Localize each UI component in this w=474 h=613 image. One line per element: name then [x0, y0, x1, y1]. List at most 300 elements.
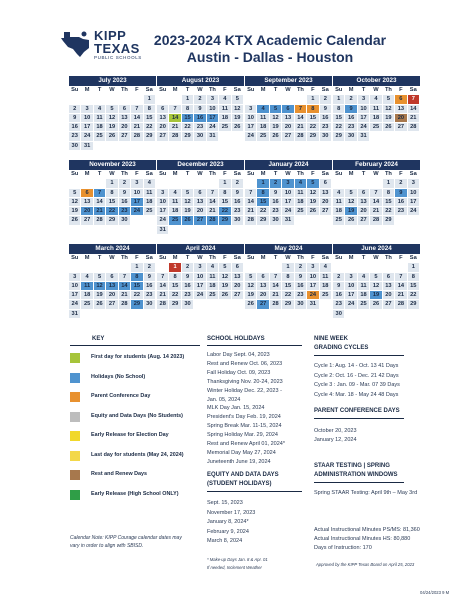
weekday-header: F — [131, 86, 143, 95]
empty-cell — [333, 179, 345, 188]
empty-cell — [408, 132, 420, 141]
day-cell: 25 — [219, 123, 231, 132]
day-cell: 21 — [169, 123, 181, 132]
empty-cell — [94, 179, 106, 188]
day-cell: 8 — [144, 105, 156, 114]
day-cell: 25 — [370, 123, 382, 132]
weekday-header: Th — [119, 86, 131, 95]
empty-cell — [144, 216, 156, 225]
day-cell: 7 — [245, 189, 257, 198]
day-cell: 14 — [131, 114, 143, 123]
day-cell: 14 — [295, 114, 307, 123]
day-cell: 27 — [194, 216, 206, 225]
weekday-header: F — [219, 254, 231, 263]
day-cell: 20 — [320, 198, 332, 207]
key-divider — [70, 345, 200, 346]
weekday-header: T — [358, 170, 370, 179]
day-cell: 19 — [370, 291, 382, 300]
day-cell: 23 — [333, 300, 345, 309]
empty-cell — [157, 179, 169, 188]
day-cell: 7 — [207, 189, 219, 198]
day-cell: 7 — [131, 105, 143, 114]
day-cell: 8 — [169, 273, 181, 282]
day-cell: 23 — [295, 291, 307, 300]
day-cell: 16 — [69, 123, 81, 132]
day-cell: 30 — [144, 300, 156, 309]
day-cell: 1 — [131, 263, 143, 272]
day-cell: 27 — [106, 300, 118, 309]
weekday-header: M — [81, 170, 93, 179]
equity-heading-1: EQUITY AND DATA DAYS — [207, 472, 279, 478]
day-cell: 5 — [232, 95, 244, 104]
day-cell: 24 — [207, 123, 219, 132]
day-cell: 22 — [144, 123, 156, 132]
day-cell: 29 — [383, 216, 395, 225]
empty-cell — [295, 216, 307, 225]
weekday-header: T — [182, 86, 194, 95]
empty-cell — [232, 226, 244, 235]
weekday-header: T — [94, 254, 106, 263]
day-cell: 26 — [219, 291, 231, 300]
day-cell: 6 — [119, 105, 131, 114]
day-cell: 9 — [144, 273, 156, 282]
day-cell: 23 — [320, 123, 332, 132]
staar-heading-2: ADMINISTRATION WINDOWS — [314, 472, 398, 478]
empty-cell — [245, 95, 257, 104]
title-line-1: 2023-2024 KTX Academic Calendar — [153, 32, 387, 48]
day-cell: 12 — [182, 198, 194, 207]
day-cell: 29 — [257, 216, 269, 225]
day-cell: 15 — [408, 282, 420, 291]
day-cell: 15 — [144, 114, 156, 123]
empty-cell — [106, 95, 118, 104]
day-cell: 16 — [119, 198, 131, 207]
day-cell: 1 — [169, 263, 181, 272]
day-cell: 16 — [182, 282, 194, 291]
day-cell: 27 — [282, 132, 294, 141]
day-cell: 20 — [232, 282, 244, 291]
holiday-item: Labor Day Sept. 04, 2023 — [207, 352, 270, 358]
empty-cell — [307, 216, 319, 225]
day-cell: 8 — [282, 273, 294, 282]
day-cell: 10 — [307, 273, 319, 282]
day-cell: 29 — [106, 216, 118, 225]
equity-date: January 8, 2024* — [207, 519, 249, 526]
day-cell: 20 — [395, 114, 407, 123]
day-cell: 13 — [320, 189, 332, 198]
day-cell: 20 — [257, 291, 269, 300]
day-cell: 19 — [232, 114, 244, 123]
day-cell: 27 — [157, 132, 169, 141]
weekday-header: T — [94, 86, 106, 95]
month-grid — [245, 254, 332, 310]
month-title: March 2024 — [69, 244, 156, 254]
day-cell: 19 — [182, 207, 194, 216]
day-cell: 15 — [219, 198, 231, 207]
day-cell: 21 — [270, 291, 282, 300]
weekday-header: Sa — [232, 254, 244, 263]
day-cell: 10 — [207, 105, 219, 114]
day-cell: 14 — [408, 105, 420, 114]
day-cell: 1 — [408, 263, 420, 272]
day-cell: 14 — [119, 282, 131, 291]
day-cell: 6 — [194, 189, 206, 198]
empty-cell — [169, 226, 181, 235]
day-cell: 4 — [219, 95, 231, 104]
day-cell: 8 — [383, 189, 395, 198]
day-cell: 9 — [119, 189, 131, 198]
day-cell: 27 — [257, 300, 269, 309]
empty-cell — [144, 310, 156, 319]
day-cell: 30 — [119, 216, 131, 225]
empty-cell — [81, 179, 93, 188]
logo-line-1: KIPP — [94, 28, 127, 43]
weekday-header: F — [307, 86, 319, 95]
empty-cell — [245, 263, 257, 272]
day-cell: 3 — [81, 105, 93, 114]
day-cell: 1 — [307, 95, 319, 104]
month-august-2023 — [157, 76, 244, 142]
day-cell: 25 — [207, 291, 219, 300]
day-cell: 3 — [69, 273, 81, 282]
empty-cell — [245, 179, 257, 188]
day-cell: 10 — [408, 189, 420, 198]
day-cell: 18 — [333, 207, 345, 216]
month-title: January 2024 — [245, 160, 332, 170]
day-cell: 31 — [69, 310, 81, 319]
day-cell: 31 — [307, 300, 319, 309]
day-cell: 21 — [119, 291, 131, 300]
empty-cell — [157, 263, 169, 272]
day-cell: 25 — [358, 300, 370, 309]
day-cell: 18 — [81, 291, 93, 300]
month-grid — [245, 170, 332, 226]
weekday-header: M — [257, 254, 269, 263]
empty-cell — [207, 226, 219, 235]
day-cell: 27 — [232, 291, 244, 300]
empty-cell — [131, 142, 143, 151]
weekday-header: Su — [69, 170, 81, 179]
day-cell: 14 — [370, 198, 382, 207]
day-cell: 6 — [81, 189, 93, 198]
day-cell: 11 — [257, 114, 269, 123]
day-cell: 30 — [270, 216, 282, 225]
day-cell: 19 — [270, 123, 282, 132]
day-cell: 25 — [144, 207, 156, 216]
page-title — [150, 32, 390, 66]
day-cell: 11 — [207, 273, 219, 282]
holiday-item: Fall Holiday Oct. 09, 2023 — [207, 369, 271, 376]
empty-cell — [144, 142, 156, 151]
day-cell: 12 — [383, 105, 395, 114]
day-cell: 25 — [169, 216, 181, 225]
grading-cycle: Cycle 3 : Jan. 09 - Mar. 07 39 Days — [314, 382, 400, 388]
day-cell: 14 — [245, 198, 257, 207]
pc-divider — [314, 418, 404, 419]
day-cell: 22 — [408, 291, 420, 300]
day-cell: 20 — [358, 207, 370, 216]
key-item — [70, 470, 210, 480]
day-cell: 15 — [182, 114, 194, 123]
weekday-header: F — [131, 170, 143, 179]
day-cell: 24 — [408, 207, 420, 216]
day-cell: 17 — [408, 198, 420, 207]
month-march-2024 — [69, 244, 156, 319]
texas-map-icon — [60, 28, 92, 58]
day-cell: 18 — [358, 291, 370, 300]
empty-cell — [370, 179, 382, 188]
weekday-header: M — [257, 86, 269, 95]
day-cell: 27 — [119, 132, 131, 141]
day-cell: 28 — [370, 216, 382, 225]
day-cell: 8 — [257, 189, 269, 198]
day-cell: 22 — [106, 207, 118, 216]
day-cell: 29 — [282, 300, 294, 309]
day-cell: 23 — [345, 123, 357, 132]
day-cell: 16 — [144, 282, 156, 291]
day-cell: 10 — [358, 105, 370, 114]
day-cell: 24 — [358, 123, 370, 132]
grading-cycle: Cycle 1: Aug. 14 - Oct. 13 41 Days — [314, 363, 399, 369]
weekday-header: T — [182, 254, 194, 263]
day-cell: 2 — [345, 95, 357, 104]
day-cell: 31 — [282, 216, 294, 225]
weekday-header: Th — [295, 86, 307, 95]
month-grid — [245, 86, 332, 142]
day-cell: 22 — [257, 207, 269, 216]
empty-cell — [358, 310, 370, 319]
day-cell: 4 — [81, 273, 93, 282]
day-cell: 24 — [345, 300, 357, 309]
month-grid — [157, 86, 244, 142]
day-cell: 20 — [81, 207, 93, 216]
logo-line-3: PUBLIC SCHOOLS — [94, 55, 142, 60]
month-grid — [333, 254, 420, 319]
equity-heading-2: (STUDENT HOLIDAYS) — [207, 481, 272, 487]
empty-cell — [119, 95, 131, 104]
weekday-header: Su — [333, 254, 345, 263]
day-cell: 11 — [358, 282, 370, 291]
day-cell: 5 — [370, 273, 382, 282]
weekday-header: Sa — [408, 170, 420, 179]
empty-cell — [157, 95, 169, 104]
weekday-header: W — [282, 170, 294, 179]
month-title: June 2024 — [333, 244, 420, 254]
key-swatch — [70, 412, 80, 422]
holiday-item: Rest and Renew Oct. 06, 2023 — [207, 360, 283, 367]
day-cell: 10 — [345, 282, 357, 291]
day-cell: 12 — [69, 198, 81, 207]
day-cell: 2 — [320, 95, 332, 104]
grading-heading-2: GRADING CYCLES — [314, 345, 369, 351]
day-cell: 13 — [194, 198, 206, 207]
day-cell: 1 — [219, 179, 231, 188]
day-cell: 22 — [169, 291, 181, 300]
weekday-header: M — [169, 170, 181, 179]
day-cell: 2 — [194, 95, 206, 104]
key-label: First day for students (Aug. 14 2023) — [91, 354, 185, 360]
day-cell: 2 — [119, 179, 131, 188]
weekday-header: W — [106, 170, 118, 179]
day-cell: 18 — [320, 282, 332, 291]
day-cell: 20 — [194, 207, 206, 216]
day-cell: 4 — [169, 189, 181, 198]
day-cell: 29 — [333, 132, 345, 141]
day-cell: 4 — [358, 273, 370, 282]
day-cell: 5 — [69, 189, 81, 198]
day-cell: 30 — [320, 132, 332, 141]
key-label: Holidays (No School) — [91, 373, 146, 380]
day-cell: 28 — [119, 300, 131, 309]
day-cell: 11 — [295, 189, 307, 198]
empty-cell — [370, 132, 382, 141]
key-item — [70, 431, 210, 441]
day-cell: 12 — [232, 105, 244, 114]
day-cell: 22 — [131, 291, 143, 300]
day-cell: 27 — [320, 207, 332, 216]
day-cell: 13 — [383, 282, 395, 291]
month-october-2023 — [333, 76, 420, 142]
weekday-header: Su — [245, 86, 257, 95]
day-cell: 18 — [207, 282, 219, 291]
weekday-header: F — [395, 170, 407, 179]
weekday-header: Th — [383, 86, 395, 95]
empty-cell — [207, 179, 219, 188]
day-cell: 11 — [144, 189, 156, 198]
empty-cell — [232, 132, 244, 141]
day-cell: 17 — [358, 114, 370, 123]
day-cell: 30 — [182, 300, 194, 309]
empty-cell — [131, 95, 143, 104]
day-cell: 15 — [131, 282, 143, 291]
day-cell: 4 — [94, 105, 106, 114]
holiday-item: Spring Holiday Mar. 29, 2024 — [207, 432, 278, 439]
weekday-header: F — [131, 254, 143, 263]
day-cell: 16 — [194, 114, 206, 123]
day-cell: 1 — [383, 179, 395, 188]
day-cell: 13 — [358, 198, 370, 207]
empty-cell — [383, 132, 395, 141]
weekday-header: M — [345, 86, 357, 95]
day-cell: 17 — [157, 207, 169, 216]
empty-cell — [69, 95, 81, 104]
day-cell: 8 — [106, 189, 118, 198]
day-cell: 12 — [219, 273, 231, 282]
month-title: August 2023 — [157, 76, 244, 86]
empty-cell — [169, 95, 181, 104]
day-cell: 24 — [157, 216, 169, 225]
empty-cell — [106, 310, 118, 319]
day-cell: 20 — [282, 123, 294, 132]
day-cell: 13 — [81, 198, 93, 207]
weekday-header: Su — [245, 254, 257, 263]
day-cell: 9 — [295, 273, 307, 282]
key-item — [70, 392, 210, 402]
day-cell: 26 — [94, 300, 106, 309]
day-cell: 2 — [333, 273, 345, 282]
weekday-header: Sa — [232, 86, 244, 95]
days-of-instruction: Days of Instruction: 170 — [314, 545, 372, 551]
day-cell: 3 — [131, 179, 143, 188]
month-title: April 2024 — [157, 244, 244, 254]
day-cell: 8 — [131, 273, 143, 282]
day-cell: 24 — [81, 132, 93, 141]
day-cell: 10 — [282, 189, 294, 198]
day-cell: 26 — [245, 300, 257, 309]
weekday-header: F — [219, 170, 231, 179]
empty-cell — [194, 226, 206, 235]
day-cell: 26 — [69, 216, 81, 225]
day-cell: 4 — [144, 179, 156, 188]
day-cell: 26 — [345, 216, 357, 225]
weekday-header: Su — [69, 254, 81, 263]
day-cell: 1 — [106, 179, 118, 188]
weekday-header: Sa — [144, 86, 156, 95]
day-cell: 19 — [345, 207, 357, 216]
empty-cell — [358, 263, 370, 272]
day-cell: 30 — [194, 132, 206, 141]
day-cell: 27 — [81, 216, 93, 225]
key-swatch — [70, 451, 80, 461]
day-cell: 17 — [245, 123, 257, 132]
day-cell: 15 — [106, 198, 118, 207]
empty-cell — [131, 216, 143, 225]
empty-cell — [320, 300, 332, 309]
empty-cell — [106, 263, 118, 272]
day-cell: 14 — [169, 114, 181, 123]
day-cell: 1 — [144, 95, 156, 104]
day-cell: 28 — [157, 300, 169, 309]
day-cell: 25 — [320, 291, 332, 300]
day-cell: 6 — [395, 95, 407, 104]
weekday-header: Sa — [320, 170, 332, 179]
weekday-header: M — [81, 254, 93, 263]
day-cell: 2 — [395, 179, 407, 188]
empty-cell — [182, 226, 194, 235]
key-item — [70, 412, 210, 422]
day-cell: 12 — [345, 198, 357, 207]
day-cell: 4 — [257, 105, 269, 114]
weekday-header: Th — [295, 254, 307, 263]
day-cell: 26 — [270, 132, 282, 141]
month-june-2024 — [333, 244, 420, 319]
empty-cell — [219, 226, 231, 235]
day-cell: 8 — [182, 105, 194, 114]
key-label: Rest and Renew Days — [91, 471, 148, 477]
day-cell: 30 — [345, 132, 357, 141]
empty-cell — [194, 300, 206, 309]
day-cell: 21 — [295, 123, 307, 132]
empty-cell — [219, 132, 231, 141]
empty-cell — [81, 263, 93, 272]
day-cell: 1 — [282, 263, 294, 272]
day-cell: 22 — [333, 123, 345, 132]
day-cell: 11 — [370, 105, 382, 114]
holiday-item: President's Day Feb. 19, 2024 — [207, 414, 281, 421]
day-cell: 11 — [81, 282, 93, 291]
day-cell: 24 — [194, 291, 206, 300]
empty-cell — [194, 179, 206, 188]
day-cell: 11 — [94, 114, 106, 123]
day-cell: 8 — [219, 189, 231, 198]
empty-cell — [169, 179, 181, 188]
empty-cell — [207, 300, 219, 309]
day-cell: 9 — [320, 105, 332, 114]
day-cell: 31 — [81, 142, 93, 151]
day-cell: 17 — [345, 291, 357, 300]
weekday-header: F — [395, 254, 407, 263]
day-cell: 21 — [245, 207, 257, 216]
